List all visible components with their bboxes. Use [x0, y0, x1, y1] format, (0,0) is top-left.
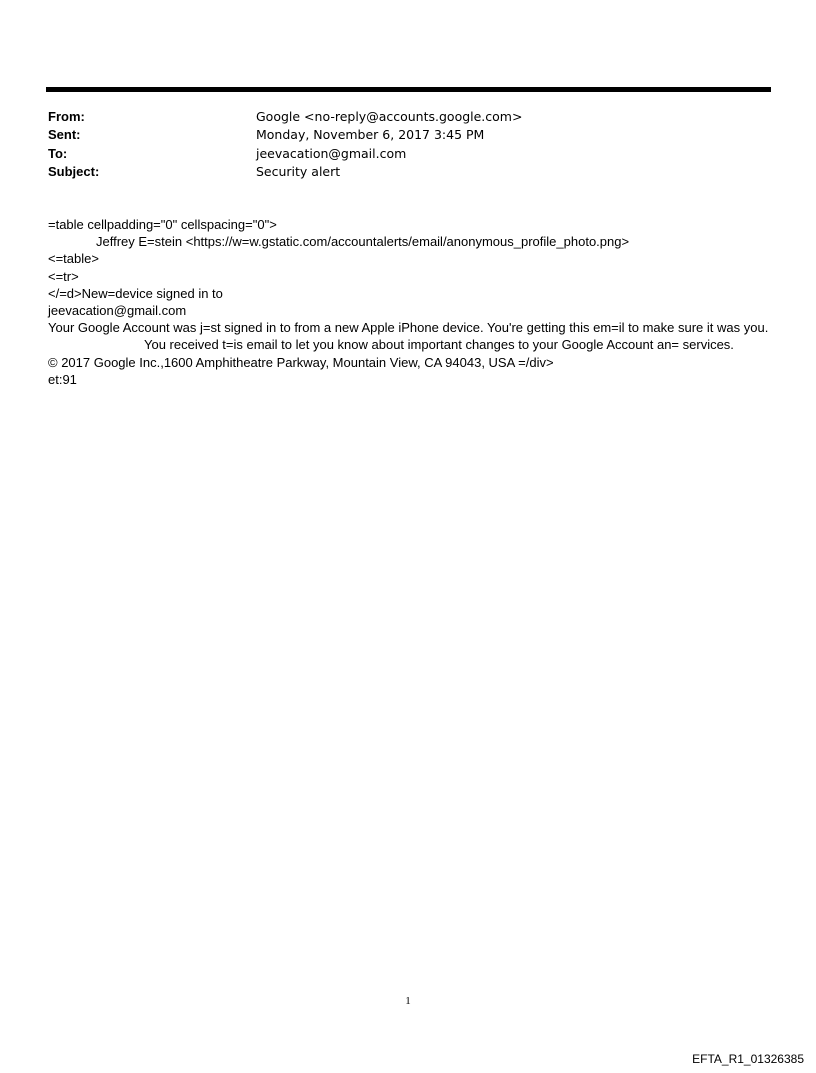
header-divider: [46, 87, 771, 92]
email-body: [48, 216, 770, 388]
body-line: =table cellpadding="0" cellspacing="0">: [48, 217, 277, 232]
body-line: et:91: [48, 371, 77, 387]
to-value: jeevacation@gmail.com: [256, 145, 407, 161]
body-line: © 2017 Google Inc.,1600 Amphitheatre Parkway, Mountain View, CA 94043, USA =/div>: [48, 354, 554, 370]
subject-value: Security alert: [256, 163, 341, 179]
from-row: [48, 108, 768, 126]
body-line: </=d>New=device signed in to: [48, 285, 223, 301]
to-label: To:: [48, 145, 68, 161]
body-line: jeevacation@gmail.com: [48, 303, 187, 319]
body-line: Your Google Account was j=st signed in to from a new Apple iPhone device. You're getting this em=il to make sure it was you.: [48, 320, 769, 336]
to-row: [48, 145, 768, 163]
body-line: You received t=is email to let you know about important changes to your Google Account an= services.: [144, 337, 734, 353]
from-value: Google <no-reply@accounts.google.com>: [256, 109, 523, 124]
email-header: [48, 108, 768, 181]
body-line: <=table>: [48, 251, 99, 267]
subject-label: Subject:: [48, 163, 100, 179]
sent-value: Monday, November 6, 2017 3:45 PM: [256, 127, 485, 143]
sent-label: Sent:: [48, 127, 81, 143]
from-label: From:: [48, 109, 85, 124]
body-line: <=tr>: [48, 268, 79, 284]
sent-row: [48, 126, 768, 144]
subject-row: [48, 163, 768, 181]
body-line: Jeffrey E=stein <https://w=w.gstatic.com/accountalerts/email/anonymous_profile_photo.png>: [96, 234, 630, 250]
bates-number: EFTA_R1_01326385: [692, 1052, 804, 1066]
page-number: 1: [405, 995, 411, 1007]
